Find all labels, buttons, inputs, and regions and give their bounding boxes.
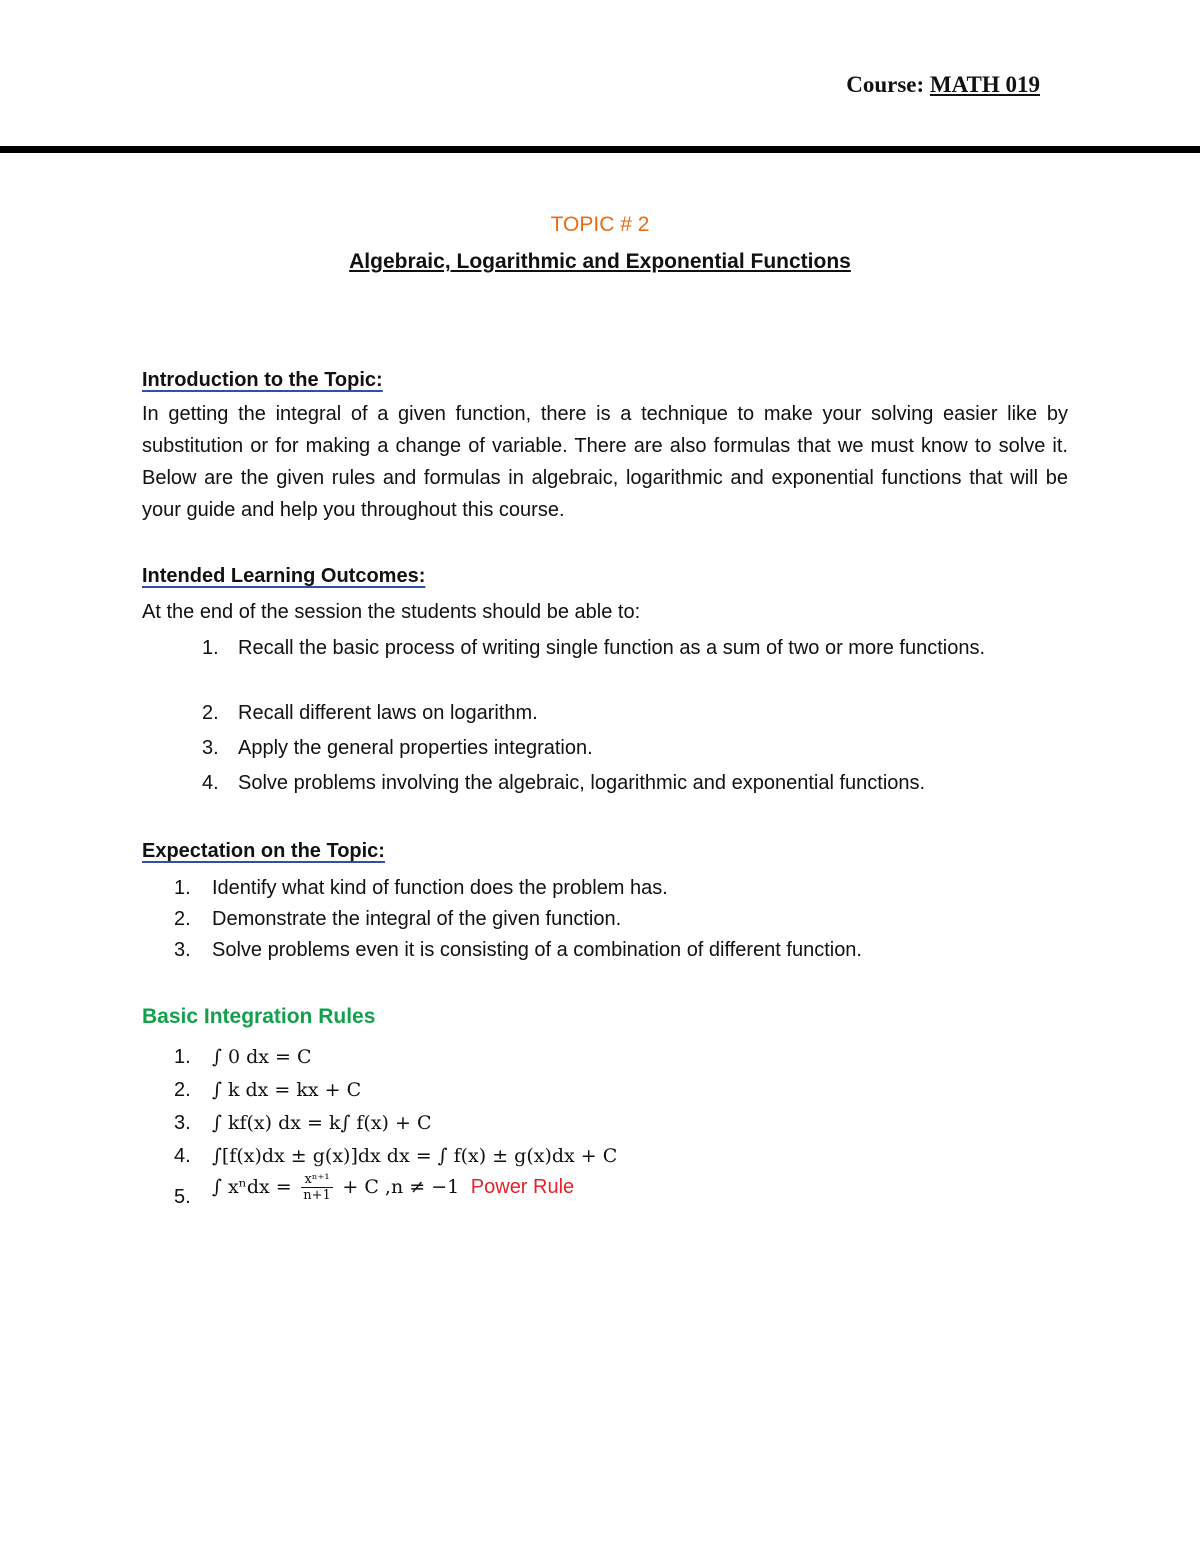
introduction-body: In getting the integral of a given function, there is a technique to make your solving easier like by substitution or for making a change of variable. There are also formulas that we must know to solve it. Below are the given rules and formulas in algebraic, logarithmic and exponential functions that will be your guide and help you throughout this course. (142, 403, 1068, 521)
rule-formula (212, 1172, 574, 1203)
list-item (202, 698, 1068, 730)
rule-number: 1. (174, 1046, 191, 1068)
list-number: 1. (174, 877, 191, 899)
rule-item (174, 1042, 1074, 1072)
topic-number: TOPIC # 2 (550, 213, 650, 236)
rule-formula: ∫ kf(x) dx = k∫ f(x) + C (212, 1112, 432, 1134)
list-text: Solve problems involving the algebraic, logarithmic and exponential functions. (238, 772, 926, 794)
list-text: Identify what kind of function does the problem has. (212, 877, 668, 899)
list-item (202, 768, 1068, 800)
list-text: Apply the general properties integration. (238, 737, 593, 759)
rule-number: 4. (174, 1145, 191, 1167)
list-item (202, 733, 1068, 765)
list-number: 3. (174, 939, 191, 961)
list-number: 2. (174, 908, 191, 930)
rules-heading: Basic Integration Rules (142, 1005, 376, 1028)
list-item (174, 935, 1074, 967)
course-header (846, 72, 1040, 98)
rule-item (174, 1141, 1074, 1171)
rule-item (174, 1108, 1074, 1138)
list-number: 4. (202, 772, 219, 794)
course-code: MATH 019 (929, 72, 1040, 97)
list-number: 1. (202, 637, 219, 659)
fraction-numerator: xⁿ⁺¹ (301, 1172, 333, 1188)
rule-formula: ∫ k dx = kx + C (212, 1079, 362, 1101)
formula-tail: + C ,n ≠ −1 (342, 1176, 460, 1199)
list-item (174, 904, 1074, 936)
formula-lead: ∫ xⁿdx = (212, 1176, 292, 1199)
rule-number: 2. (174, 1079, 191, 1101)
expectation-heading: Expectation on the Topic: (142, 840, 385, 862)
rule-formula: ∫ 0 dx = C (212, 1046, 312, 1068)
course-label: Course: (846, 72, 925, 97)
list-item (202, 633, 1068, 697)
fraction (301, 1172, 333, 1203)
rule-number: 5. (174, 1186, 191, 1208)
outcomes-heading: Intended Learning Outcomes: (142, 565, 426, 587)
list-text: Recall the basic process of writing single function as a sum of two or more functions. (238, 637, 986, 659)
list-text: Recall different laws on logarithm. (238, 702, 538, 724)
list-number: 3. (202, 737, 219, 759)
rule-number: 3. (174, 1112, 191, 1134)
rule-formula: ∫[f(x)dx ± g(x)]dx dx = ∫ f(x) ± g(x)dx + C (212, 1145, 618, 1167)
outcomes-lead: At the end of the session the students should be able to: (142, 601, 641, 623)
fraction-denominator: n+1 (303, 1188, 331, 1204)
topic-title: Algebraic, Logarithmic and Exponential Functions (349, 250, 851, 273)
list-number: 2. (202, 702, 219, 724)
power-rule-note: Power Rule (470, 1176, 575, 1199)
rule-item (174, 1172, 1074, 1222)
list-text: Solve problems even it is consisting of a combination of different function. (212, 939, 862, 961)
introduction-heading: Introduction to the Topic: (142, 369, 383, 391)
header-divider (0, 146, 1200, 153)
rule-item (174, 1075, 1074, 1105)
list-item (174, 873, 1074, 905)
list-text: Demonstrate the integral of the given function. (212, 908, 622, 930)
